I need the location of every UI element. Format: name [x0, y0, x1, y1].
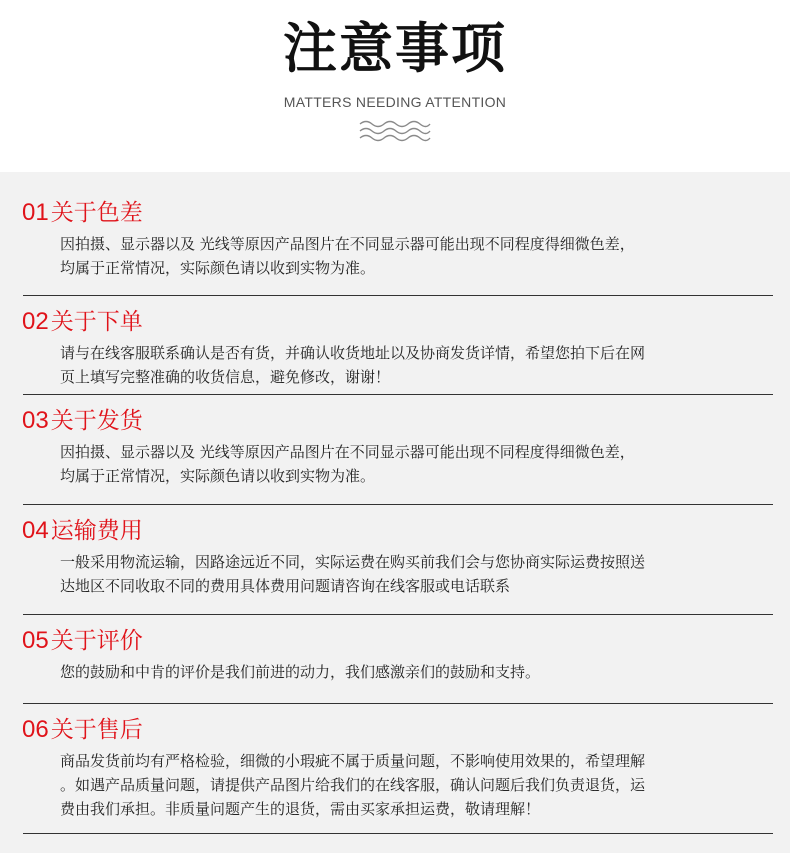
divider	[23, 833, 773, 834]
section-text-line: 一般采用物流运输，因路途远近不同，实际运费在购买前我们会与您协商实际运费按照送	[60, 553, 646, 571]
section-text-line: 达地区不同收取不同的费用具体费用问题请咨询在线客服或电话联系	[60, 577, 511, 595]
section-title	[22, 516, 143, 546]
section-text-line: 费由我们承担。非质量问题产生的退货，需由买家承担运费，敬请理解！	[60, 800, 541, 818]
section-heading: 关于售后	[50, 717, 143, 743]
section-text-line: 因拍摄、显示器以及 光线等原因产品图片在不同显示器可能出现不同程度得细微色差，	[60, 443, 635, 461]
section-heading: 关于发货	[50, 408, 143, 434]
section-number: 01	[22, 199, 49, 226]
section-title	[22, 198, 143, 228]
section-body	[60, 660, 760, 684]
divider	[23, 504, 773, 505]
section-body	[60, 232, 760, 280]
divider	[23, 614, 773, 615]
section-number: 04	[22, 517, 49, 544]
section-text-line: 均属于正常情况，实际颜色请以收到实物为准。	[60, 259, 376, 277]
wave-lines-icon	[358, 118, 432, 146]
section-body	[60, 440, 760, 488]
section-text-line: 。如遇产品质量问题，请提供产品图片给我们的在线客服，确认问题后我们负责退货，运	[60, 776, 646, 794]
page-subtitle: MATTERS NEEDING ATTENTION	[283, 94, 507, 110]
section-heading: 运输费用	[50, 518, 143, 544]
divider	[23, 394, 773, 395]
section-number: 06	[22, 716, 49, 743]
section-text-line: 商品发货前均有严格检验，细微的小瑕疵不属于质量问题，不影响使用效果的，希望理解	[60, 752, 646, 770]
section-heading: 关于色差	[50, 200, 143, 226]
section-title	[22, 307, 143, 337]
section-number: 02	[22, 308, 49, 335]
section-title	[22, 715, 143, 745]
header	[0, 0, 790, 172]
section-number: 03	[22, 407, 49, 434]
section-body	[60, 550, 760, 598]
page-title: 注意事项	[283, 17, 507, 80]
section-text-line: 请与在线客服联系确认是否有货，并确认收货地址以及协商发货详情，希望您拍下后在网	[60, 344, 646, 362]
section-text-line: 因拍摄、显示器以及 光线等原因产品图片在不同显示器可能出现不同程度得细微色差，	[60, 235, 635, 253]
section-number: 05	[22, 627, 49, 654]
section-body	[60, 341, 760, 389]
section-text-line: 均属于正常情况，实际颜色请以收到实物为准。	[60, 467, 376, 485]
section-text-line: 页上填写完整准确的收货信息，避免修改，谢谢！	[60, 368, 391, 386]
section-body	[60, 749, 760, 821]
divider	[23, 295, 773, 296]
section-heading: 关于下单	[50, 309, 143, 335]
section-text-line: 您的鼓励和中肯的评价是我们前进的动力，我们感激亲们的鼓励和支持。	[60, 663, 541, 681]
section-heading: 关于评价	[50, 628, 143, 654]
section-title	[22, 626, 143, 656]
divider	[23, 703, 773, 704]
notice-content	[0, 172, 790, 853]
section-title	[22, 406, 143, 436]
